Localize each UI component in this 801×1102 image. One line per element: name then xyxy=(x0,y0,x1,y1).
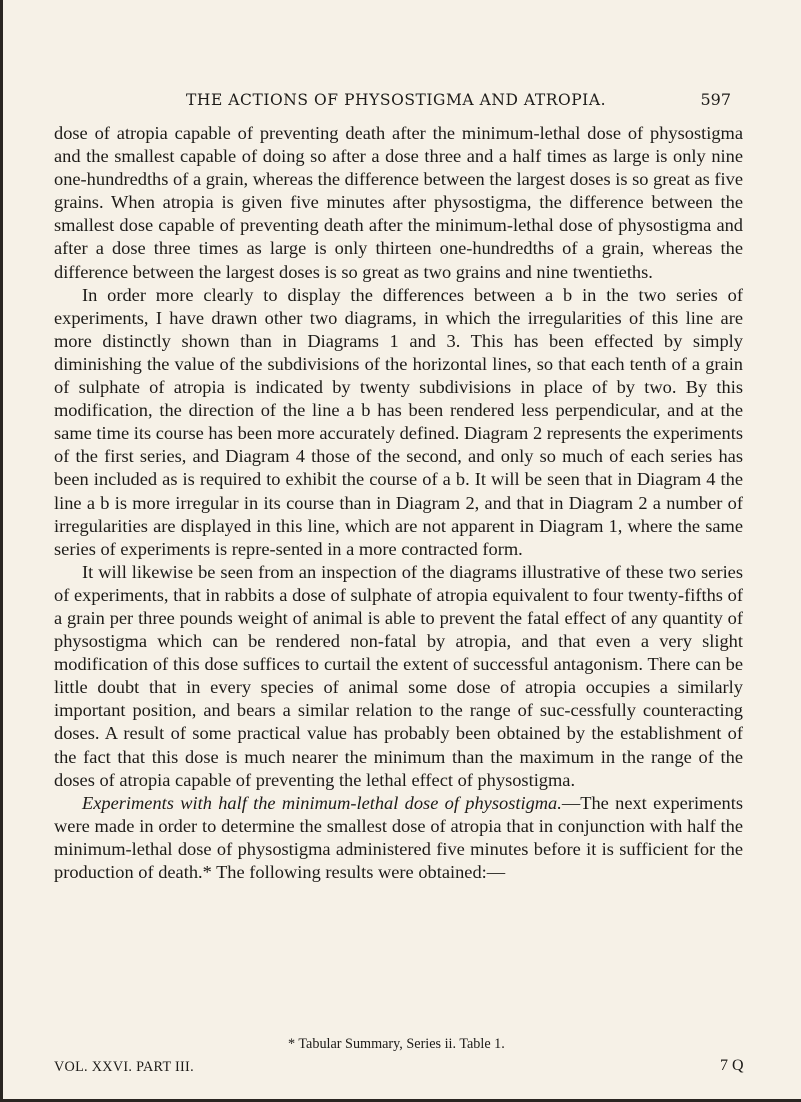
paragraph-4-heading: Experiments with half the minimum-lethal dose of physostigma. xyxy=(82,792,562,813)
body-text xyxy=(54,122,743,884)
footnote: * Tabular Summary, Series ii. Table 1. xyxy=(288,1036,505,1052)
paragraph-4 xyxy=(54,792,743,884)
signature-mark: 7 Q xyxy=(720,1057,744,1074)
page-number: 597 xyxy=(700,90,731,109)
scan-left-edge xyxy=(0,0,3,1102)
signature-line: VOL. XXVI. PART III. xyxy=(54,1059,194,1075)
running-head: THE ACTIONS OF PHYSOSTIGMA AND ATROPIA. xyxy=(186,91,607,109)
page-header xyxy=(186,88,731,112)
paragraph-1: dose of atropia capable of preventing death after the minimum-lethal dose of physostigma and the smallest capable of doing so after a dose three and a half times as large is only nine one-hundredths of a grain, whereas the difference between the largest doses is so great as five grains. When atropia is given five minutes after physostigma, the difference between the smallest dose capable of preventing death after the minimum-lethal dose of physostigma and after a dose three times as large is only thirteen one-hundredths of a grain, whereas the difference between the largest doses is so great as two grains and nine twentieths. xyxy=(54,123,743,282)
paragraph-2: In order more clearly to display the differences between a b in the two series of experiments, I have drawn other two diagrams, in which the irregularities of this line are more distinctly shown than in Diagrams 1 and 3. This has been effected by simply diminishing the value of the subdivisions of the horizontal lines, so that each tenth of a grain of sulphate of atropia is indicated by twenty subdivisions in place of by two. By this modification, the direction of the line a b has been rendered less perpendicular, and at the same time its course has been more accurately defined. Diagram 2 represents the experiments of the first series, and Diagram 4 those of the second, and only so much of each series has been included as is required to exhibit the course of a b. It will be seen that in Diagram 4 the line a b is more irregular in its course than in Diagram 2, and that in Diagram 2 a number of irregularities are displayed in this line, which are not apparent in Diagram 1, where the same series of experiments is repre-sented in a more contracted form. xyxy=(54,284,743,559)
paragraph-4-text: —The next experiments were made in order to determine the smallest dose of atropia that in conjunction with half the minimum-lethal dose of physostigma administered five minutes before it is sufficient for the production of death.* The following results were obtained:— xyxy=(54,792,743,882)
paragraph-3: It will likewise be seen from an inspection of the diagrams illustrative of these two series of experiments, that in rabbits a dose of sulphate of atropia equivalent to four twenty-fifths of a grain per three pounds weight of animal is able to prevent the fatal effect of any quantity of physostigma which can be rendered non-fatal by atropia, and that even a very slight modification of this dose suffices to curtail the extent of successful antagonism. There can be little doubt that in every species of animal some dose of atropia occupies a similarly important position, and bears a similar relation to the range of suc-cessfully counteracting doses. A result of some practical value has probably been obtained by the establishment of the fact that this dose is much nearer the minimum than the maximum in the range of the doses of atropia capable of preventing the lethal effect of physostigma. xyxy=(54,561,743,790)
